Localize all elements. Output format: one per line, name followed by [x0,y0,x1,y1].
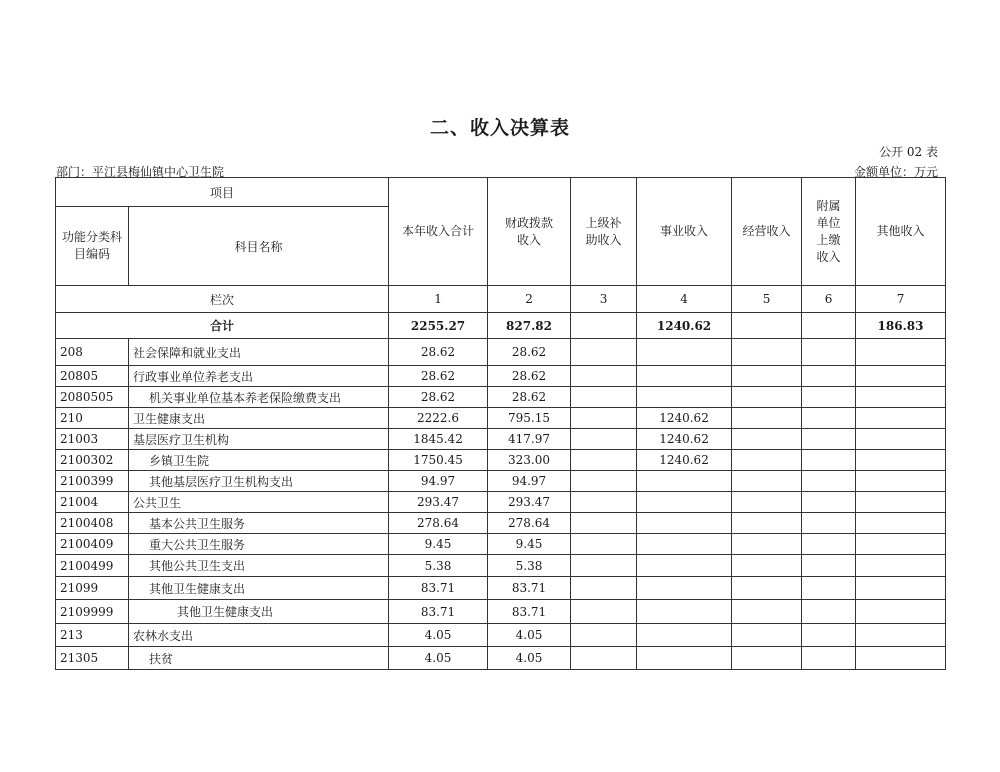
row-affiliated [802,600,856,624]
row-other [856,450,946,471]
row-code: 20805 [56,366,129,387]
col-num: 6 [802,286,856,313]
row-code: 210 [56,408,129,429]
total-row-business: 1240.62 [637,313,732,339]
row-other [856,534,946,555]
row-business [637,387,732,408]
row-name: 卫生健康支出 [129,408,389,429]
row-total: 5.38 [389,555,488,577]
row-fiscal: 9.45 [488,534,571,555]
row-business [637,513,732,534]
row-operating [732,577,802,600]
code-col-header: 功能分类科目编码 [56,207,129,286]
row-upper [571,624,637,647]
row-no-label: 栏次 [56,286,389,313]
table-row [56,408,946,429]
row-affiliated [802,577,856,600]
row-upper [571,647,637,670]
row-business [637,492,732,513]
row-fiscal: 28.62 [488,339,571,366]
row-fiscal: 795.15 [488,408,571,429]
income-table [55,177,946,670]
row-business [637,534,732,555]
form-number: 公开 02 表 [879,145,938,159]
row-fiscal: 83.71 [488,600,571,624]
row-name: 其他卫生健康支出 [129,577,389,600]
row-upper [571,387,637,408]
row-business: 1240.62 [637,429,732,450]
row-other [856,555,946,577]
total-row-affiliated [802,313,856,339]
row-total: 2222.6 [389,408,488,429]
row-total: 278.64 [389,513,488,534]
row-fiscal: 4.05 [488,647,571,670]
row-total: 28.62 [389,339,488,366]
row-name: 公共卫生 [129,492,389,513]
total-row-operating [732,313,802,339]
department-label: 部门：平江县梅仙镇中心卫生院 [56,165,225,179]
name-col-header: 科目名称 [129,207,389,286]
row-upper [571,366,637,387]
total-row-label: 合计 [56,313,389,339]
table-row [56,387,946,408]
row-total: 94.97 [389,471,488,492]
row-name: 扶贫 [129,647,389,670]
row-operating [732,534,802,555]
row-name: 其他公共卫生支出 [129,555,389,577]
row-other [856,624,946,647]
row-total: 293.47 [389,492,488,513]
table-row [56,577,946,600]
table-row [56,555,946,577]
row-total: 1750.45 [389,450,488,471]
row-total: 28.62 [389,366,488,387]
col-num: 2 [488,286,571,313]
row-business [637,577,732,600]
row-name: 行政事业单位养老支出 [129,366,389,387]
row-operating [732,450,802,471]
row-upper [571,534,637,555]
row-affiliated [802,534,856,555]
row-upper [571,429,637,450]
upper-col-header: 上级补助收入 [571,178,637,286]
row-business [637,366,732,387]
row-affiliated [802,492,856,513]
row-business [637,647,732,670]
row-operating [732,513,802,534]
table-row [56,624,946,647]
row-other [856,387,946,408]
row-operating [732,408,802,429]
other-col-header: 其他收入 [856,178,946,286]
row-fiscal: 4.05 [488,624,571,647]
table-row [56,429,946,450]
row-other [856,600,946,624]
business-col-header: 事业收入 [637,178,732,286]
row-upper [571,408,637,429]
row-business [637,471,732,492]
total-row-other: 186.83 [856,313,946,339]
row-operating [732,647,802,670]
row-upper [571,471,637,492]
row-operating [732,492,802,513]
table-row [56,600,946,624]
row-operating [732,366,802,387]
row-business [637,600,732,624]
row-name: 其他卫生健康支出 [129,600,389,624]
row-other [856,492,946,513]
row-code: 2100499 [56,555,129,577]
row-affiliated [802,647,856,670]
row-code: 21004 [56,492,129,513]
row-total: 4.05 [389,624,488,647]
row-fiscal: 323.00 [488,450,571,471]
row-affiliated [802,339,856,366]
row-name: 社会保障和就业支出 [129,339,389,366]
row-other [856,577,946,600]
row-other [856,366,946,387]
row-operating [732,624,802,647]
row-name: 基层医疗卫生机构 [129,429,389,450]
row-affiliated [802,366,856,387]
table-row [56,450,946,471]
table-row [56,471,946,492]
row-code: 2100409 [56,534,129,555]
affiliated-col-header: 附属单位上缴收入 [802,178,856,286]
row-business [637,555,732,577]
col-num: 3 [571,286,637,313]
row-code: 21305 [56,647,129,670]
row-business [637,624,732,647]
row-fiscal: 28.62 [488,366,571,387]
row-affiliated [802,555,856,577]
row-total: 83.71 [389,600,488,624]
row-total: 83.71 [389,577,488,600]
total-col-header: 本年收入合计 [389,178,488,286]
row-total: 28.62 [389,387,488,408]
row-operating [732,339,802,366]
total-row-total: 2255.27 [389,313,488,339]
operating-col-header: 经营收入 [732,178,802,286]
row-fiscal: 417.97 [488,429,571,450]
unit-label: 金额单位：万元 [853,165,938,179]
row-name: 基本公共卫生服务 [129,513,389,534]
row-other [856,339,946,366]
fiscal-col-header: 财政拨款收入 [488,178,571,286]
row-code: 2100408 [56,513,129,534]
row-fiscal: 293.47 [488,492,571,513]
total-row-upper [571,313,637,339]
row-upper [571,577,637,600]
row-fiscal: 28.62 [488,387,571,408]
row-affiliated [802,387,856,408]
row-name: 农林水支出 [129,624,389,647]
col-num: 1 [389,286,488,313]
row-upper [571,492,637,513]
row-operating [732,471,802,492]
row-code: 208 [56,339,129,366]
row-other [856,471,946,492]
row-upper [571,513,637,534]
table-row [56,513,946,534]
row-business: 1240.62 [637,408,732,429]
row-upper [571,600,637,624]
item-group-header: 项目 [56,178,389,207]
col-num: 4 [637,286,732,313]
table-row [56,647,946,670]
row-total: 4.05 [389,647,488,670]
total-row-fiscal: 827.82 [488,313,571,339]
row-other [856,513,946,534]
row-code: 21099 [56,577,129,600]
row-business: 1240.62 [637,450,732,471]
row-fiscal: 83.71 [488,577,571,600]
row-upper [571,555,637,577]
row-total: 1845.42 [389,429,488,450]
table-row [56,339,946,366]
row-total: 9.45 [389,534,488,555]
row-upper [571,339,637,366]
row-name: 重大公共卫生服务 [129,534,389,555]
row-affiliated [802,471,856,492]
row-affiliated [802,513,856,534]
row-code: 2100399 [56,471,129,492]
row-other [856,647,946,670]
row-fiscal: 278.64 [488,513,571,534]
row-operating [732,555,802,577]
row-operating [732,600,802,624]
row-name: 其他基层医疗卫生机构支出 [129,471,389,492]
page-title: 二、收入决算表 [429,117,570,139]
col-num: 7 [856,286,946,313]
row-operating [732,429,802,450]
col-num: 5 [732,286,802,313]
row-name: 乡镇卫生院 [129,450,389,471]
table-row [56,366,946,387]
row-operating [732,387,802,408]
row-other [856,429,946,450]
row-business [637,339,732,366]
row-affiliated [802,408,856,429]
row-code: 2109999 [56,600,129,624]
row-fiscal: 94.97 [488,471,571,492]
row-code: 2100302 [56,450,129,471]
row-code: 21003 [56,429,129,450]
row-code: 213 [56,624,129,647]
row-code: 2080505 [56,387,129,408]
table-row [56,534,946,555]
row-upper [571,450,637,471]
row-fiscal: 5.38 [488,555,571,577]
row-affiliated [802,450,856,471]
table-row [56,492,946,513]
row-affiliated [802,624,856,647]
row-other [856,408,946,429]
row-affiliated [802,429,856,450]
row-name: 机关事业单位基本养老保险缴费支出 [129,387,389,408]
